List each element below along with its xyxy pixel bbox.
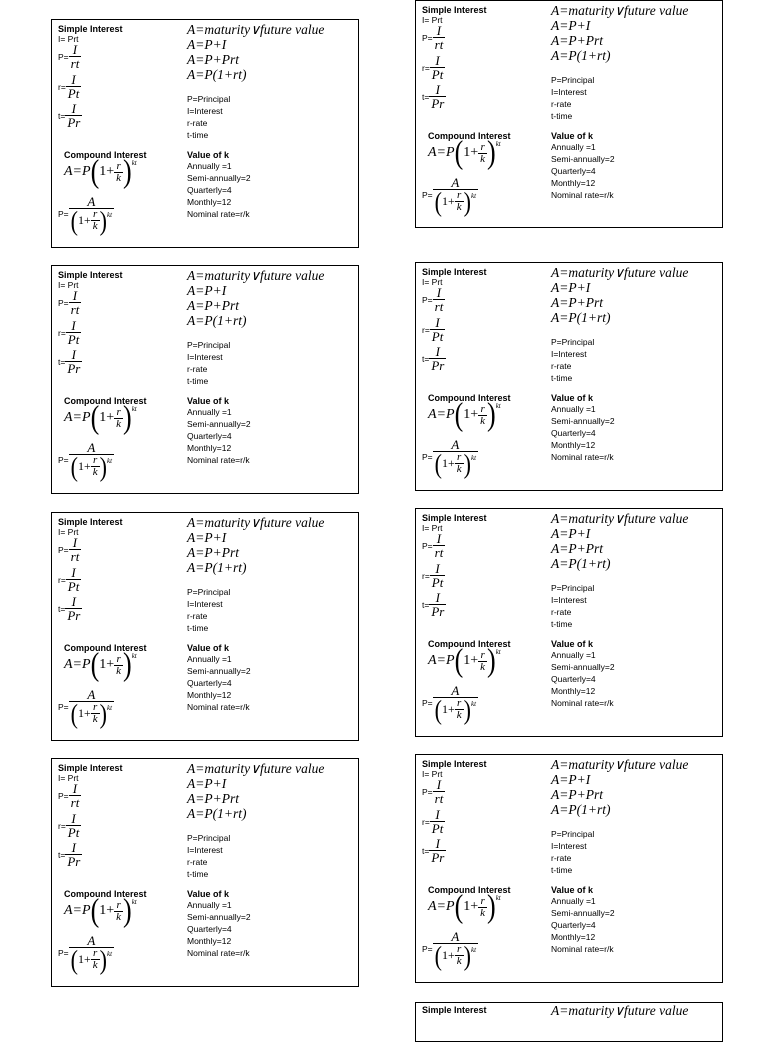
k-quarterly: Quarterly=4 bbox=[551, 428, 596, 438]
principal-fraction: $\frac{I}{rt}$ bbox=[434, 285, 444, 314]
variable-legend bbox=[187, 586, 230, 634]
legend-time: t-time bbox=[551, 865, 573, 875]
compound-amount-formula: A=P ( 1+ $\frac{r}{k}$ ) kt bbox=[428, 642, 501, 679]
time-formula: t= $\frac{I}{Pr}$ bbox=[422, 590, 445, 619]
amount-formula-3: A=P(1+rt) bbox=[551, 48, 611, 63]
time-fraction: $\frac{I}{Pr}$ bbox=[67, 840, 81, 869]
amount-formula-2: A=P+Prt bbox=[187, 545, 239, 560]
k-nominal-rate: Nominal rate=r/k bbox=[187, 209, 250, 219]
k-annually: Annually =1 bbox=[187, 654, 232, 664]
principal-formula: P= $\frac{I}{rt}$ bbox=[422, 531, 444, 560]
legend-principal: P=Principal bbox=[187, 340, 231, 350]
principal-fraction: $\frac{I}{rt}$ bbox=[70, 42, 80, 71]
k-monthly: Monthly=12 bbox=[551, 686, 596, 696]
rate-formula: r= $\frac{I}{Pt}$ bbox=[58, 811, 80, 840]
simple-interest-heading: Simple Interest bbox=[422, 267, 487, 277]
legend-rate: r-rate bbox=[187, 118, 208, 128]
rate-fraction: $\frac{I}{Pt}$ bbox=[431, 561, 444, 590]
compound-amount-formula: A=P ( 1+ $\frac{r}{k}$ ) kt bbox=[64, 892, 137, 929]
compound-interest-heading: Compound Interest bbox=[64, 643, 147, 653]
compound-interest-heading: Compound Interest bbox=[64, 150, 147, 160]
amount-formula-2: A=P+Prt bbox=[551, 295, 603, 310]
k-annually: Annually =1 bbox=[187, 900, 232, 910]
simple-interest-heading: Simple Interest bbox=[422, 5, 487, 15]
maturity-value-formula: A=maturity∨future value bbox=[187, 515, 325, 530]
principal-fraction: $\frac{I}{rt}$ bbox=[70, 781, 80, 810]
principal-formula: P= $\frac{I}{rt}$ bbox=[422, 777, 444, 806]
legend-rate: r-rate bbox=[551, 607, 572, 617]
compound-amount-formula: A=P ( 1+ $\frac{r}{k}$ ) kt bbox=[428, 134, 501, 171]
time-fraction: $\frac{I}{Pr}$ bbox=[431, 590, 445, 619]
compound-interest-heading: Compound Interest bbox=[428, 885, 511, 895]
rate-formula: r= $\frac{I}{Pt}$ bbox=[422, 807, 444, 836]
k-quarterly: Quarterly=4 bbox=[187, 678, 232, 688]
rate-fraction: $\frac{I}{Pt}$ bbox=[431, 53, 444, 82]
amount-formula-1: A=P+I bbox=[551, 280, 591, 295]
time-fraction: $\frac{I}{Pr}$ bbox=[67, 594, 81, 623]
compound-principal-formula: P= A ( 1+ $\frac{r}{k}$ ) kt bbox=[58, 933, 113, 975]
legend-principal: P=Principal bbox=[551, 583, 595, 593]
time-fraction: $\frac{I}{Pr}$ bbox=[431, 344, 445, 373]
maturity-value-formula: A=maturity∨future value bbox=[187, 268, 325, 283]
legend-time: t-time bbox=[187, 623, 209, 633]
legend-interest: I=Interest bbox=[551, 349, 587, 359]
formula-card bbox=[415, 0, 723, 228]
k-monthly: Monthly=12 bbox=[187, 443, 232, 453]
simple-interest-heading: Simple Interest bbox=[58, 24, 123, 34]
k-monthly: Monthly=12 bbox=[551, 178, 596, 188]
compound-principal-formula: P= A ( 1+ $\frac{r}{k}$ ) kt bbox=[422, 175, 477, 217]
variable-legend bbox=[187, 339, 230, 387]
time-fraction: $\frac{I}{Pr}$ bbox=[67, 101, 81, 130]
legend-interest: I=Interest bbox=[187, 599, 223, 609]
simple-interest-heading: Simple Interest bbox=[58, 270, 123, 280]
compound-amount-formula: A=P ( 1+ $\frac{r}{k}$ ) kt bbox=[64, 399, 137, 436]
maturity-value-formula: A=maturity∨future value bbox=[551, 757, 689, 772]
time-formula: t= $\frac{I}{Pr}$ bbox=[58, 101, 81, 130]
time-formula: t= $\frac{I}{Pr}$ bbox=[422, 82, 445, 111]
compound-principal-formula: P= A ( 1+ $\frac{r}{k}$ ) kt bbox=[58, 687, 113, 729]
rate-formula: r= $\frac{I}{Pt}$ bbox=[422, 53, 444, 82]
principal-fraction: $\frac{I}{rt}$ bbox=[434, 777, 444, 806]
legend-principal: P=Principal bbox=[187, 833, 231, 843]
k-semi-annually: Semi-annually=2 bbox=[551, 416, 615, 426]
k-nominal-rate: Nominal rate=r/k bbox=[187, 455, 250, 465]
simple-interest-formula: I= Prt bbox=[422, 277, 443, 287]
amount-formula-3: A=P(1+rt) bbox=[187, 67, 247, 82]
variable-legend bbox=[551, 828, 594, 876]
k-value-list bbox=[551, 895, 615, 955]
k-value-heading: Value of k bbox=[551, 131, 594, 141]
simple-interest-heading: Simple Interest bbox=[422, 513, 487, 523]
simple-interest-heading: Simple Interest bbox=[422, 1005, 487, 1015]
legend-time: t-time bbox=[187, 130, 209, 140]
amount-formula-1: A=P+I bbox=[551, 18, 591, 33]
legend-principal: P=Principal bbox=[551, 337, 595, 347]
rate-fraction: $\frac{I}{Pt}$ bbox=[431, 807, 444, 836]
maturity-value-formula: A=maturity∨future value bbox=[551, 3, 689, 18]
simple-interest-formula: I= Prt bbox=[58, 280, 79, 290]
formula-card bbox=[51, 265, 359, 494]
k-annually: Annually =1 bbox=[187, 161, 232, 171]
principal-fraction: $\frac{I}{rt}$ bbox=[70, 535, 80, 564]
k-value-heading: Value of k bbox=[187, 150, 230, 160]
amount-formula-3: A=P(1+rt) bbox=[187, 806, 247, 821]
simple-interest-formula: I= Prt bbox=[422, 769, 443, 779]
formula-card bbox=[51, 758, 359, 987]
k-monthly: Monthly=12 bbox=[187, 690, 232, 700]
rate-formula: r= $\frac{I}{Pt}$ bbox=[422, 315, 444, 344]
simple-interest-heading: Simple Interest bbox=[58, 763, 123, 773]
rate-fraction: $\frac{I}{Pt}$ bbox=[67, 811, 80, 840]
formula-card bbox=[51, 19, 359, 248]
formula-card-partial bbox=[415, 1002, 723, 1042]
compound-principal-formula: P= A ( 1+ $\frac{r}{k}$ ) kt bbox=[422, 437, 477, 479]
time-fraction: $\frac{I}{Pr}$ bbox=[67, 347, 81, 376]
amount-formula-2: A=P+Prt bbox=[187, 52, 239, 67]
compound-amount-formula: A=P ( 1+ $\frac{r}{k}$ ) kt bbox=[64, 153, 137, 190]
time-formula: t= $\frac{I}{Pr}$ bbox=[422, 836, 445, 865]
legend-rate: r-rate bbox=[551, 853, 572, 863]
principal-formula: P= $\frac{I}{rt}$ bbox=[58, 288, 80, 317]
k-semi-annually: Semi-annually=2 bbox=[187, 912, 251, 922]
compound-principal-formula: P= A ( 1+ $\frac{r}{k}$ ) kt bbox=[58, 440, 113, 482]
amount-formula-3: A=P(1+rt) bbox=[187, 560, 247, 575]
time-formula: t= $\frac{I}{Pr}$ bbox=[58, 594, 81, 623]
principal-formula: P= $\frac{I}{rt}$ bbox=[58, 42, 80, 71]
amount-formula-1: A=P+I bbox=[551, 772, 591, 787]
amount-formula-2: A=P+Prt bbox=[551, 541, 603, 556]
legend-interest: I=Interest bbox=[187, 845, 223, 855]
k-quarterly: Quarterly=4 bbox=[187, 431, 232, 441]
k-value-list bbox=[187, 899, 251, 959]
k-annually: Annually =1 bbox=[187, 407, 232, 417]
time-fraction: $\frac{I}{Pr}$ bbox=[431, 82, 445, 111]
k-quarterly: Quarterly=4 bbox=[551, 920, 596, 930]
time-formula: t= $\frac{I}{Pr}$ bbox=[422, 344, 445, 373]
amount-formula-3: A=P(1+rt) bbox=[551, 802, 611, 817]
variable-legend bbox=[551, 582, 594, 630]
maturity-value-formula: A=maturity∨future value bbox=[551, 265, 689, 280]
k-nominal-rate: Nominal rate=r/k bbox=[551, 452, 614, 462]
amount-formula-2: A=P+Prt bbox=[187, 298, 239, 313]
maturity-value-formula: A=maturity∨future value bbox=[551, 511, 689, 526]
formula-card bbox=[51, 512, 359, 741]
principal-formula: P= $\frac{I}{rt}$ bbox=[58, 781, 80, 810]
legend-rate: r-rate bbox=[551, 99, 572, 109]
k-semi-annually: Semi-annually=2 bbox=[551, 154, 615, 164]
amount-formula-2: A=P+Prt bbox=[187, 791, 239, 806]
legend-time: t-time bbox=[551, 373, 573, 383]
principal-formula: P= $\frac{I}{rt}$ bbox=[422, 285, 444, 314]
legend-rate: r-rate bbox=[187, 611, 208, 621]
formula-card bbox=[415, 508, 723, 737]
legend-time: t-time bbox=[187, 869, 209, 879]
compound-amount-formula: A=P ( 1+ $\frac{r}{k}$ ) kt bbox=[64, 646, 137, 683]
k-semi-annually: Semi-annually=2 bbox=[187, 419, 251, 429]
compound-interest-heading: Compound Interest bbox=[64, 396, 147, 406]
compound-interest-heading: Compound Interest bbox=[64, 889, 147, 899]
k-monthly: Monthly=12 bbox=[187, 197, 232, 207]
variable-legend bbox=[551, 74, 594, 122]
principal-fraction: $\frac{I}{rt}$ bbox=[434, 23, 444, 52]
simple-interest-heading: Simple Interest bbox=[58, 517, 123, 527]
legend-time: t-time bbox=[187, 376, 209, 386]
k-value-heading: Value of k bbox=[551, 393, 594, 403]
legend-interest: I=Interest bbox=[551, 595, 587, 605]
k-value-heading: Value of k bbox=[187, 889, 230, 899]
legend-interest: I=Interest bbox=[551, 87, 587, 97]
legend-principal: P=Principal bbox=[551, 75, 595, 85]
k-value-list bbox=[187, 406, 251, 466]
variable-legend bbox=[551, 336, 594, 384]
compound-principal-formula: P= A ( 1+ $\frac{r}{k}$ ) kt bbox=[422, 929, 477, 971]
k-semi-annually: Semi-annually=2 bbox=[187, 173, 251, 183]
k-quarterly: Quarterly=4 bbox=[551, 674, 596, 684]
k-value-heading: Value of k bbox=[187, 643, 230, 653]
formula-card bbox=[415, 754, 723, 983]
k-annually: Annually =1 bbox=[551, 650, 596, 660]
legend-rate: r-rate bbox=[551, 361, 572, 371]
amount-formula-3: A=P(1+rt) bbox=[187, 313, 247, 328]
amount-formula-1: A=P+I bbox=[187, 530, 227, 545]
rate-fraction: $\frac{I}{Pt}$ bbox=[67, 318, 80, 347]
k-nominal-rate: Nominal rate=r/k bbox=[551, 698, 614, 708]
compound-interest-heading: Compound Interest bbox=[428, 131, 511, 141]
k-monthly: Monthly=12 bbox=[187, 936, 232, 946]
k-quarterly: Quarterly=4 bbox=[187, 185, 232, 195]
principal-formula: P= $\frac{I}{rt}$ bbox=[422, 23, 444, 52]
k-annually: Annually =1 bbox=[551, 404, 596, 414]
amount-formula-1: A=P+I bbox=[187, 776, 227, 791]
compound-amount-formula: A=P ( 1+ $\frac{r}{k}$ ) kt bbox=[428, 888, 501, 925]
simple-interest-formula: I= Prt bbox=[58, 773, 79, 783]
principal-fraction: $\frac{I}{rt}$ bbox=[434, 531, 444, 560]
rate-formula: r= $\frac{I}{Pt}$ bbox=[58, 72, 80, 101]
k-monthly: Monthly=12 bbox=[551, 440, 596, 450]
k-monthly: Monthly=12 bbox=[551, 932, 596, 942]
compound-principal-formula: P= A ( 1+ $\frac{r}{k}$ ) kt bbox=[422, 683, 477, 725]
principal-fraction: $\frac{I}{rt}$ bbox=[70, 288, 80, 317]
amount-formula-1: A=P+I bbox=[187, 37, 227, 52]
amount-formula-3: A=P(1+rt) bbox=[551, 310, 611, 325]
k-value-list bbox=[551, 403, 615, 463]
k-value-heading: Value of k bbox=[187, 396, 230, 406]
k-annually: Annually =1 bbox=[551, 142, 596, 152]
principal-formula: P= $\frac{I}{rt}$ bbox=[58, 535, 80, 564]
k-nominal-rate: Nominal rate=r/k bbox=[187, 702, 250, 712]
maturity-value-formula: A=maturity∨future value bbox=[187, 22, 325, 37]
k-value-list bbox=[187, 160, 251, 220]
time-formula: t= $\frac{I}{Pr}$ bbox=[58, 840, 81, 869]
rate-formula: r= $\frac{I}{Pt}$ bbox=[422, 561, 444, 590]
legend-rate: r-rate bbox=[187, 364, 208, 374]
k-quarterly: Quarterly=4 bbox=[187, 924, 232, 934]
legend-rate: r-rate bbox=[187, 857, 208, 867]
time-formula: t= $\frac{I}{Pr}$ bbox=[58, 347, 81, 376]
simple-interest-formula: I= Prt bbox=[58, 527, 79, 537]
k-value-heading: Value of k bbox=[551, 885, 594, 895]
k-value-heading: Value of k bbox=[551, 639, 594, 649]
amount-formula-3: A=P(1+rt) bbox=[551, 556, 611, 571]
rate-fraction: $\frac{I}{Pt}$ bbox=[67, 72, 80, 101]
amount-formula-2: A=P+Prt bbox=[551, 787, 603, 802]
simple-interest-formula: I= Prt bbox=[58, 34, 79, 44]
maturity-value-formula: A=maturity∨future value bbox=[187, 761, 325, 776]
simple-interest-formula: I= Prt bbox=[422, 15, 443, 25]
legend-time: t-time bbox=[551, 619, 573, 629]
amount-formula-1: A=P+I bbox=[187, 283, 227, 298]
k-nominal-rate: Nominal rate=r/k bbox=[187, 948, 250, 958]
compound-amount-formula: A=P ( 1+ $\frac{r}{k}$ ) kt bbox=[428, 396, 501, 433]
rate-formula: r= $\frac{I}{Pt}$ bbox=[58, 565, 80, 594]
k-semi-annually: Semi-annually=2 bbox=[551, 908, 615, 918]
k-quarterly: Quarterly=4 bbox=[551, 166, 596, 176]
amount-formula-2: A=P+Prt bbox=[551, 33, 603, 48]
compound-interest-heading: Compound Interest bbox=[428, 393, 511, 403]
variable-legend bbox=[187, 93, 230, 141]
legend-interest: I=Interest bbox=[187, 106, 223, 116]
compound-principal-formula: P= A ( 1+ $\frac{r}{k}$ ) kt bbox=[58, 194, 113, 236]
time-fraction: $\frac{I}{Pr}$ bbox=[431, 836, 445, 865]
rate-formula: r= $\frac{I}{Pt}$ bbox=[58, 318, 80, 347]
legend-time: t-time bbox=[551, 111, 573, 121]
legend-principal: P=Principal bbox=[187, 587, 231, 597]
k-value-list bbox=[551, 649, 615, 709]
rate-fraction: $\frac{I}{Pt}$ bbox=[431, 315, 444, 344]
k-nominal-rate: Nominal rate=r/k bbox=[551, 944, 614, 954]
k-nominal-rate: Nominal rate=r/k bbox=[551, 190, 614, 200]
amount-formula-1: A=P+I bbox=[551, 526, 591, 541]
legend-principal: P=Principal bbox=[551, 829, 595, 839]
k-value-list bbox=[187, 653, 251, 713]
k-semi-annually: Semi-annually=2 bbox=[187, 666, 251, 676]
k-annually: Annually =1 bbox=[551, 896, 596, 906]
formula-card bbox=[415, 262, 723, 491]
rate-fraction: $\frac{I}{Pt}$ bbox=[67, 565, 80, 594]
k-value-list bbox=[551, 141, 615, 201]
maturity-value-formula: A=maturity∨future value bbox=[551, 1003, 689, 1018]
simple-interest-heading: Simple Interest bbox=[422, 759, 487, 769]
legend-principal: P=Principal bbox=[187, 94, 231, 104]
compound-interest-heading: Compound Interest bbox=[428, 639, 511, 649]
simple-interest-formula: I= Prt bbox=[422, 523, 443, 533]
legend-interest: I=Interest bbox=[551, 841, 587, 851]
k-semi-annually: Semi-annually=2 bbox=[551, 662, 615, 672]
legend-interest: I=Interest bbox=[187, 352, 223, 362]
variable-legend bbox=[187, 832, 230, 880]
